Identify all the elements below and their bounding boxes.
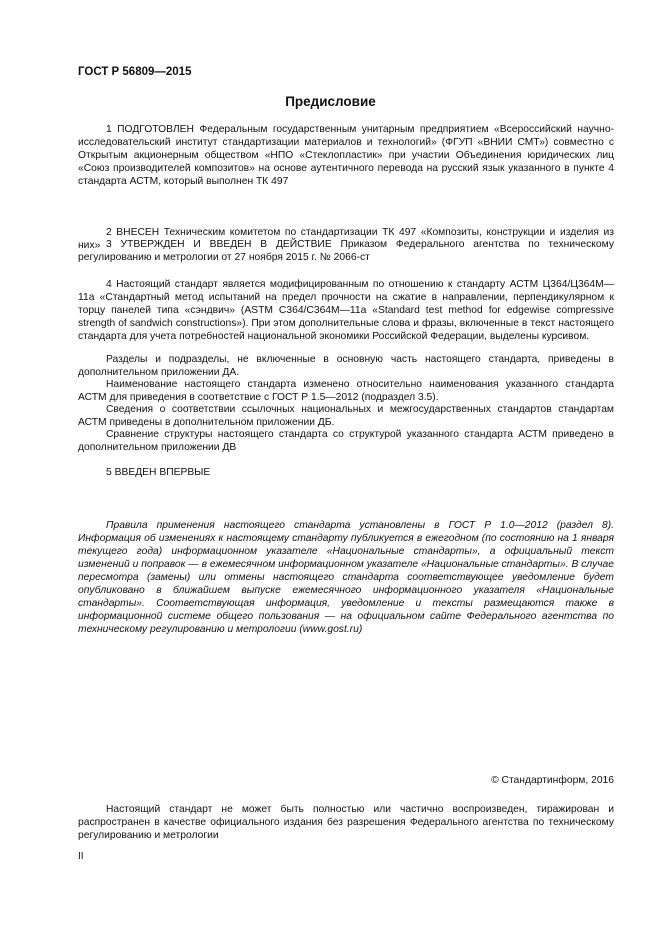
- application-rules-notice: Правила применения настоящего стандарта установлены в ГОСТ Р 1.0—2012 (раздел 8). Информация об изменениях к настоящему стандарту публикуется в ежегодном (по состоянию на 1 января текущего года) информационном указателе «Национальные стандарты», а официальный текст изменений и поправок — в ежемесячном информационном указателе «Национальные стандарты». В случае пересмотра (замены) или отмены настоящего стандарта соответствующее уведомление будет опубликовано в ближайшем выпуске ежемесячного информационного указателя «Национальные стандарты». Соответствующая информация, уведомление и тексты размещаются также в информационной системе общего пользования — на официальном сайте Федерального агентства по техническому регулированию и метрологии (www.gost.ru): [78, 520, 614, 635]
- item-4-annex-da: Разделы и подразделы, не включенные в основную часть настоящего стандарта, приведены в дополнительном приложении ДА.: [78, 354, 614, 378]
- copyright-line: © Стандартинформ, 2016: [491, 775, 614, 786]
- item-2-submitted: 2 ВНЕСЕН Техническим комитетом по стандартизации ТК 497 «Композиты, конструкции и изделия из них»: [78, 227, 614, 251]
- item-4-modified: 4 Настоящий стандарт является модифицированным по отношению к стандарту АСТМ Ц364/Ц364М—11а «Стандартный метод испытаний на предел прочности на сжатие в направлении, перпендикулярном к торцу панелей типа «сэндвич» (ASTM C364/C364M—11a «Standard test method for edgewise compressive strength of sandwich constructions»). При этом дополнительные слова и фразы, включенные в текст настоящего стандарта для учета потребностей национальной экономики Российской Федерации, выделены курсивом.: [78, 279, 614, 342]
- item-5-introduced: 5 ВВЕДЕН ВПЕРВЫЕ: [106, 467, 211, 478]
- item-1-prepared: 1 ПОДГОТОВЛЕН Федеральным государственным унитарным предприятием «Всероссийский научно-исследовательский институт стандартизации материалов и технологий» (ФГУП «ВНИИ СМТ») совместно с Открытым акционерным обществом «НПО «Стеклопластик» при участии Объединения юридических лиц «Союз производителей композитов» на основе аутентичного перевода на русский язык указанного в пункте 4 стандарта АСТМ, который выполнен ТК 497: [78, 124, 614, 187]
- page-title: Предисловие: [285, 94, 376, 109]
- item-4-annex-dv: Сравнение структуры настоящего стандарта со структурой указанного стандарта АСТМ приведено в дополнительном приложении ДВ: [78, 429, 614, 453]
- reproduction-notice: Настоящий стандарт не может быть полностью или частично воспроизведен, тиражирован и распространен в качестве официального издания без разрешения Федерального агентства по техническому регулированию и метрологии: [78, 804, 614, 841]
- item-4-annex-db: Сведения о соответствии ссылочных национальных и межгосударственных стандартов стандартам АСТМ приведены в дополнительном приложении ДБ.: [78, 404, 614, 428]
- page-number: II: [78, 851, 84, 862]
- item-3-approved: 3 УТВЕРЖДЕН И ВВЕДЕН В ДЕЙСТВИЕ Приказом Федерального агентства по техническому регулированию и метрологии от 27 ноября 2015 г. № 2066-ст: [78, 239, 614, 263]
- document-code: ГОСТ Р 56809—2015: [78, 66, 192, 78]
- item-4-name-change: Наименование настоящего стандарта изменено относительно наименования указанного стандарта АСТМ для приведения в соответствие с ГОСТ Р 1.5—2012 (подраздел 3.5).: [78, 379, 614, 403]
